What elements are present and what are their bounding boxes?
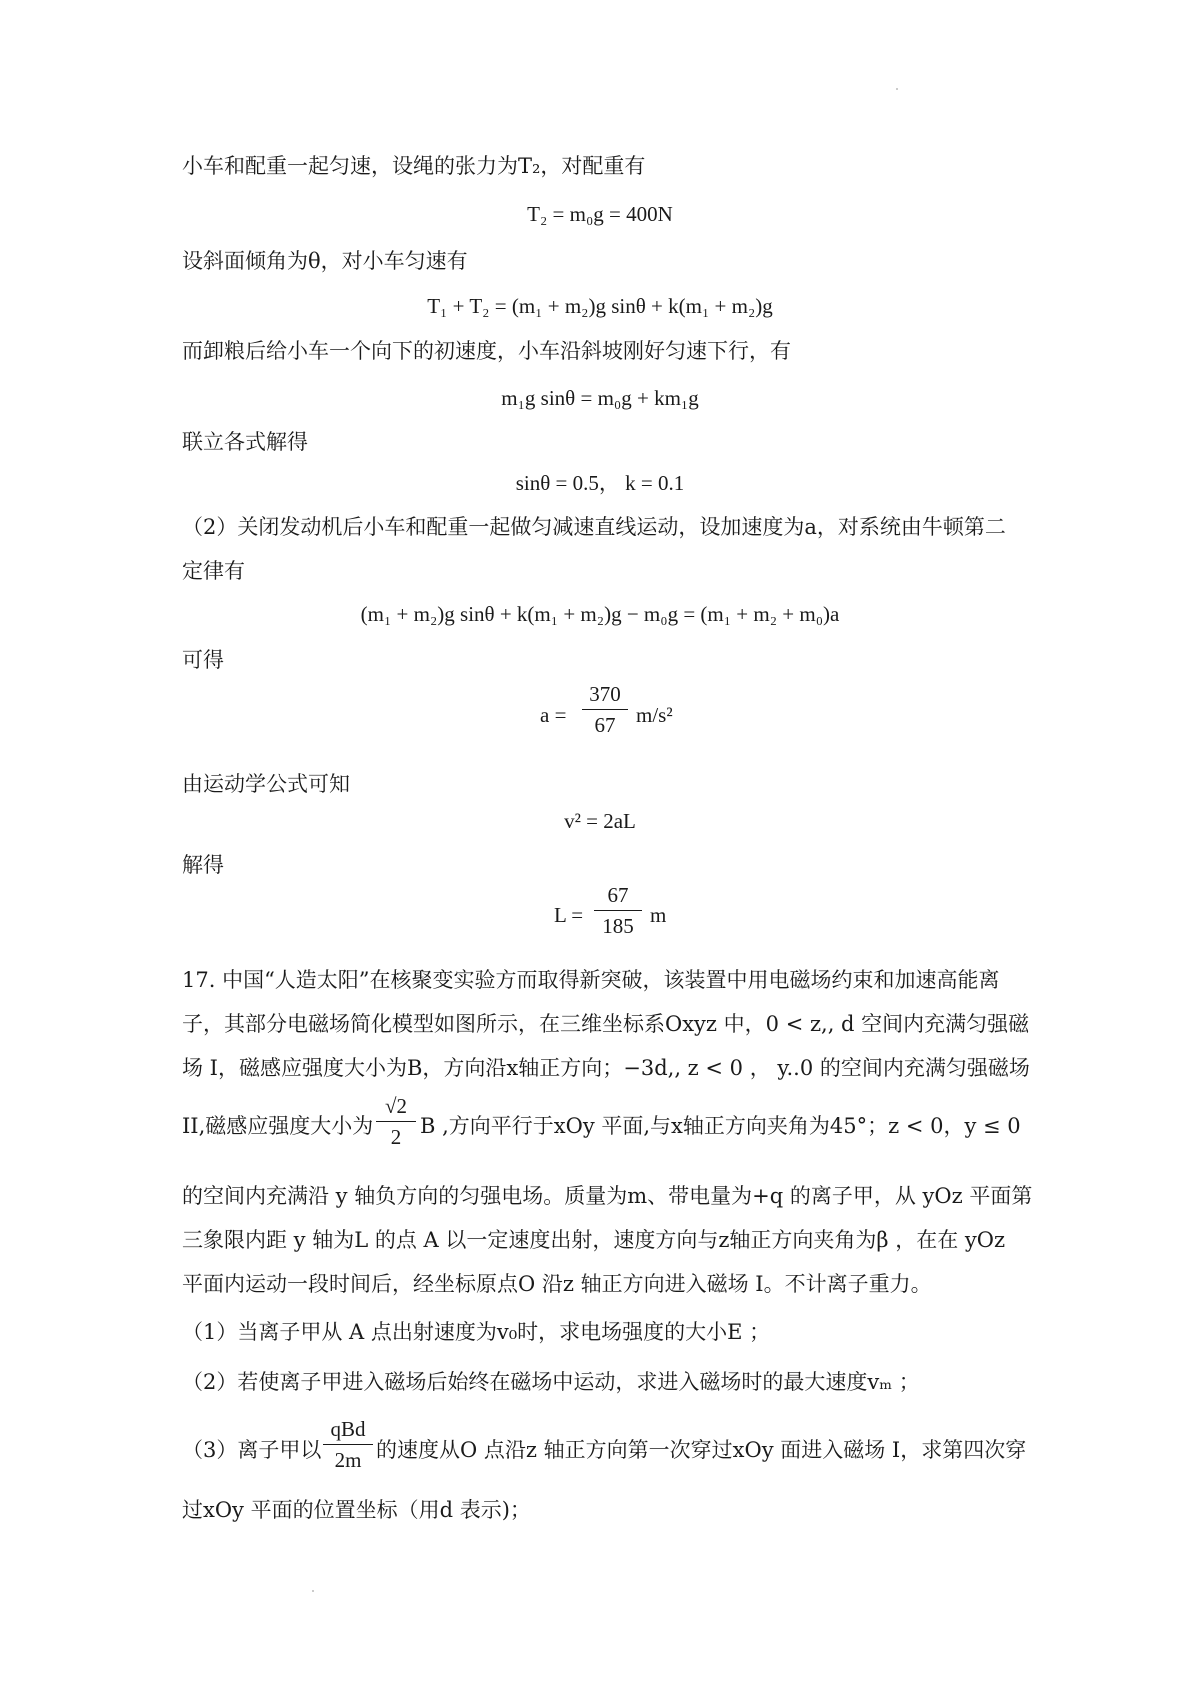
fraction [376, 1092, 416, 1151]
fraction-numerator: qBd [330, 1417, 366, 1441]
text-line: 定律有 [182, 559, 245, 583]
question-text: （3）离子甲以 [182, 1438, 322, 1462]
unit: m/s² [636, 703, 673, 727]
fraction-denominator: 2m [334, 1448, 362, 1472]
text-line: 解得 [182, 853, 224, 877]
fraction-denominator: 185 [602, 914, 634, 938]
fraction-numerator: √2 [384, 1094, 408, 1118]
question-line: 三象限内距 y 轴为L 的点 A 以一定速度出射，速度方向与z轴正方向夹角为β ，在在 yOz [182, 1228, 1006, 1252]
equation: T₁ + T₂ = (m₁ + m₂)g sinθ + k(m₁ + m₂)g [427, 294, 773, 318]
question-line: 17. 中国“人造太阳”在核聚变实验方而取得新突破，该装置中用电磁场约束和加速高能离 [182, 968, 1000, 992]
equation: T₂ = m₀g = 400N [527, 202, 673, 226]
fraction [582, 680, 628, 739]
question-line: 子，其部分电磁场简化模型如图所示，在三维坐标系Oxyz 中，0 < z,, d 空间内充满匀强磁 [182, 1012, 1030, 1036]
equation: (m₁ + m₂)g sinθ + k(m₁ + m₂)g − m₀g = (m₁ + m₂ + m₀)a [360, 602, 840, 626]
text-line: 由运动学公式可知 [182, 772, 350, 796]
unit: m [650, 903, 667, 927]
sub-question: （1）当离子甲从 A 点出射速度为v₀时，求电场强度的大小E ； [182, 1320, 771, 1344]
fraction [594, 881, 642, 940]
text-line: 小车和配重一起匀速，设绳的张力为T₂，对配重有 [182, 154, 646, 178]
fraction-numerator: 67 [607, 883, 629, 907]
scan-speck [312, 1590, 314, 1592]
question-text: B ,方向平行于xOy 平面,与x轴正方向夹角为45°；z < 0，y ≤ 0 [420, 1114, 1021, 1138]
question-text: 的速度从O 点沿z 轴正方向第一次穿过xOy 面进入磁场 I，求第四次穿 [376, 1438, 1027, 1462]
question-line: 的空间内充满沿 y 轴负方向的匀强电场。质量为m、带电量为+q 的离子甲，从 yOz 平面第 [182, 1184, 1033, 1208]
sub-question: 过xOy 平面的位置坐标（用d 表示)； [182, 1498, 531, 1522]
question-line: 场 I，磁感应强度大小为B，方向沿x轴正方向；−3d,, z < 0 ， y..0 的空间内充满匀强磁场 [182, 1056, 1030, 1080]
equation-lhs: L = [554, 903, 584, 927]
sub-question: （2）若使离子甲进入磁场后始终在磁场中运动，求进入磁场时的最大速度vₘ ； [182, 1370, 920, 1394]
fraction-denominator: 67 [594, 713, 616, 737]
scan-speck [896, 88, 898, 90]
equation-lhs: a = [540, 703, 567, 727]
text-line: 可得 [182, 648, 224, 672]
equation: v² = 2aL [564, 809, 636, 833]
question-line: 平面内运动一段时间后，经坐标原点O 沿z 轴正方向进入磁场 I。不计离子重力。 [182, 1272, 932, 1296]
fraction-numerator: 370 [589, 682, 621, 706]
text-line: 联立各式解得 [182, 430, 308, 454]
fraction [323, 1415, 373, 1474]
question-text: II,磁感应强度大小为 [182, 1114, 374, 1138]
text-line: （2）关闭发动机后小车和配重一起做匀减速直线运动，设加速度为a，对系统由牛顿第二 [182, 515, 1006, 539]
fraction-denominator: 2 [390, 1125, 402, 1149]
equation: m₁g sinθ = m₀g + km₁g [501, 386, 699, 410]
equation: sinθ = 0.5， k = 0.1 [515, 471, 685, 495]
text-line: 而卸粮后给小车一个向下的初速度，小车沿斜坡刚好匀速下行，有 [182, 339, 791, 363]
text-line: 设斜面倾角为θ，对小车匀速有 [182, 249, 468, 273]
